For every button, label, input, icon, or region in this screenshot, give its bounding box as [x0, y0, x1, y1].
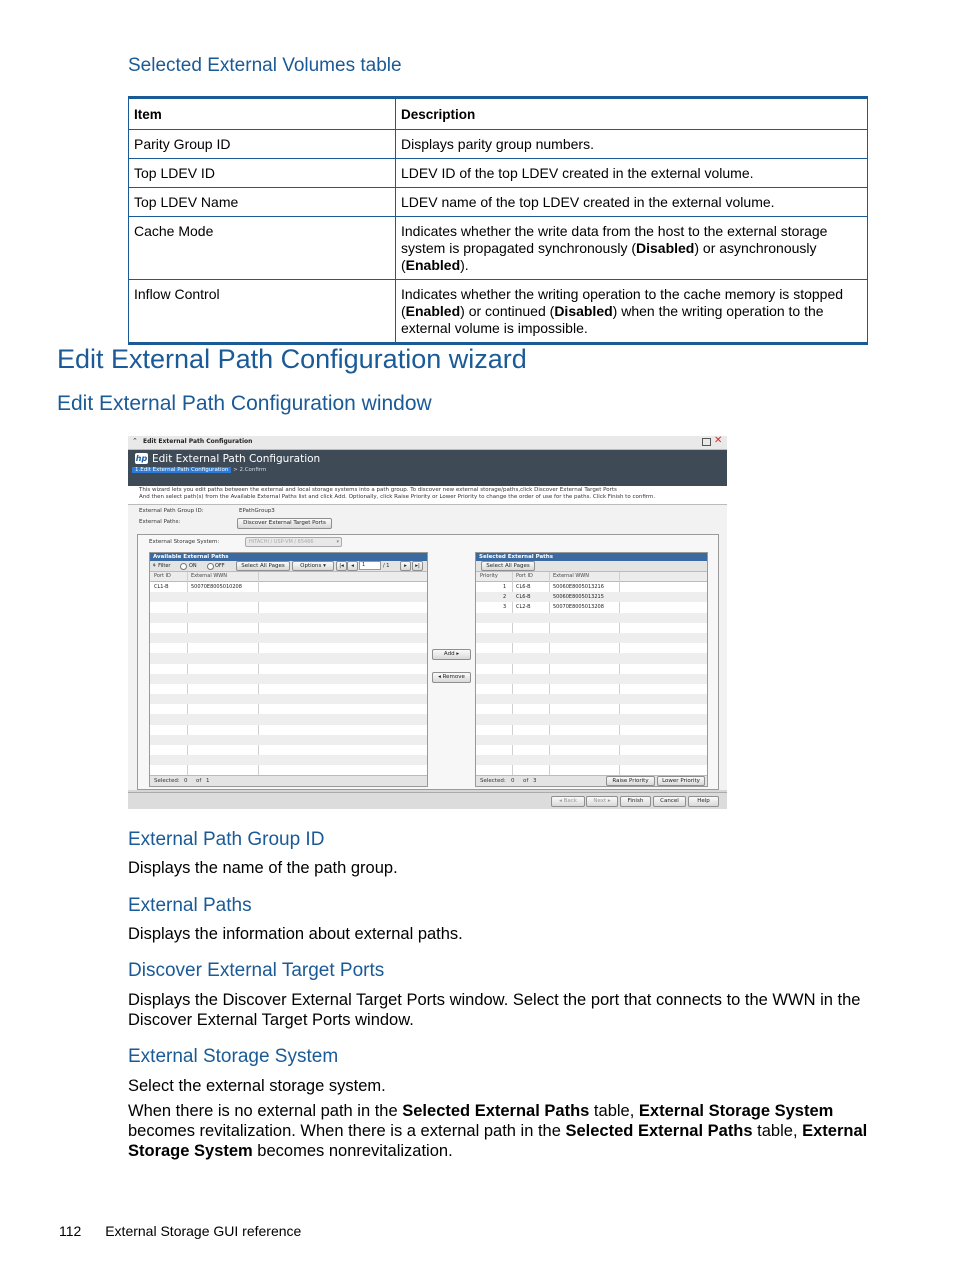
empty-row — [150, 613, 427, 623]
desc-text: ) when the writing operation to the external volume is impossible. — [401, 303, 824, 336]
close-icon[interactable]: ✕ — [714, 436, 723, 446]
empty-row — [150, 684, 427, 694]
arrow-left-icon: ◂ — [559, 798, 562, 804]
dialog-titlebar — [128, 436, 727, 450]
empty-row — [150, 623, 427, 633]
table-row[interactable] — [476, 582, 707, 592]
desc-text: Indicates whether the writing operation to the cache memory is stopped ( — [401, 286, 844, 319]
remove-button[interactable] — [432, 672, 471, 683]
table-row — [129, 188, 868, 217]
cancel-button[interactable]: Cancel — [653, 796, 686, 807]
table-row[interactable] — [150, 582, 427, 592]
selected-footer — [476, 775, 707, 786]
next-page-button[interactable]: ▸ — [400, 561, 411, 571]
table-row[interactable] — [476, 592, 707, 602]
selected-column-headers — [476, 572, 707, 582]
description-cell — [396, 280, 868, 344]
col-external-wwn[interactable]: External WWN — [553, 573, 589, 579]
description-cell: LDEV ID of the top LDEV created in the external volume. — [396, 159, 868, 188]
filter-on-label: ON — [189, 563, 197, 569]
empty-row — [476, 643, 707, 653]
empty-row — [476, 684, 707, 694]
empty-row — [150, 602, 427, 612]
desc-text: Indicates whether the write data from the host to the external storage system is propagated synchronously ( — [401, 223, 828, 256]
column-header-description: Description — [396, 98, 868, 130]
empty-row — [476, 694, 707, 704]
next-label: Next — [593, 798, 607, 804]
section-text-external-storage-system: Select the external storage system. — [128, 1077, 386, 1095]
heading-window: Edit External Path Configuration window — [57, 392, 432, 415]
help-button[interactable]: Help — [688, 796, 719, 807]
para-bold: Selected External Paths — [402, 1102, 590, 1120]
of-label: of — [196, 778, 202, 784]
page-total: / 1 — [383, 563, 390, 569]
wwn-cell: 50070E8005013208 — [553, 604, 604, 611]
storage-system-select[interactable] — [245, 537, 342, 547]
priority-cell: 1 — [503, 584, 507, 590]
footer-text: External Storage GUI reference — [105, 1223, 302, 1239]
of-label: of — [523, 778, 529, 784]
para-text: When there is no external path in the — [128, 1102, 403, 1120]
dialog-button-bar — [128, 792, 727, 809]
empty-row — [476, 704, 707, 714]
section-title-discover-ports: Discover External Target Ports — [128, 960, 385, 981]
table-row — [129, 130, 868, 159]
first-page-button[interactable]: |◂ — [336, 561, 347, 571]
empty-row — [150, 704, 427, 714]
column-header-item: Item — [129, 98, 396, 130]
section-text-external-paths: Displays the information about external paths. — [128, 925, 463, 943]
dialog-content — [128, 505, 727, 790]
item-cell: Cache Mode — [129, 217, 396, 280]
discover-external-target-ports-button[interactable]: Discover External Target Ports — [237, 518, 332, 529]
prev-page-button[interactable]: ◂ — [347, 561, 358, 571]
page-footer — [59, 1223, 301, 1239]
empty-row — [476, 725, 707, 735]
port-cell: CL1-B — [154, 584, 169, 590]
instruction-line: This wizard lets you edit paths between the external and local storage systems into a path group. To discover new external storage/paths,click Discover External Target Ports — [139, 487, 617, 493]
para-bold: External Storage System — [638, 1102, 834, 1120]
wizard-banner — [128, 450, 727, 486]
empty-row — [476, 633, 707, 643]
options-button[interactable]: Options ▾ — [292, 561, 334, 571]
empty-row — [476, 613, 707, 623]
panel-title: Available External Paths — [150, 553, 427, 561]
step-separator: > — [233, 467, 238, 473]
maximize-icon[interactable] — [702, 438, 711, 446]
back-button[interactable] — [551, 796, 585, 807]
desc-text: ). — [460, 257, 469, 273]
empty-row — [476, 745, 707, 755]
storage-system-label: External Storage System: — [149, 539, 220, 545]
finish-button[interactable]: Finish — [620, 796, 651, 807]
total-count: 3 — [533, 778, 537, 784]
item-cell: Parity Group ID — [129, 130, 396, 159]
selected-rows — [476, 582, 707, 776]
para-text: becomes revitalization. When there is a external path in the — [128, 1122, 566, 1140]
wizard-instructions — [128, 486, 727, 505]
selected-count: 0 — [511, 778, 515, 784]
revitalization-paragraph — [128, 1101, 876, 1161]
external-paths-label: External Paths: — [139, 519, 181, 525]
selected-toolbar — [476, 561, 707, 572]
table-row — [129, 159, 868, 188]
wwn-cell: 50070E8005010208 — [191, 584, 242, 590]
back-label: Back — [563, 798, 577, 804]
para-text: table, — [752, 1122, 803, 1140]
select-all-pages-button[interactable]: Select All Pages — [236, 561, 290, 571]
para-bold: Selected External Paths — [565, 1122, 753, 1140]
remove-label: Remove — [442, 674, 465, 680]
desc-bold: Enabled — [405, 257, 461, 273]
selected-count: 0 — [184, 778, 188, 784]
window-title: Edit External Path Configuration — [143, 438, 253, 445]
filter-off-radio[interactable] — [207, 563, 214, 570]
table-header-row — [129, 98, 868, 130]
step-confirm[interactable]: 2.Confirm — [239, 467, 267, 473]
storage-system-value: HITACHI / USP-VM / 65466 — [249, 539, 314, 545]
para-text: becomes nonrevitalization. — [252, 1142, 453, 1160]
page-number: 112 — [59, 1223, 82, 1239]
banner-title: Edit External Path Configuration — [152, 453, 321, 465]
add-button[interactable] — [432, 649, 471, 660]
item-cell: Top LDEV Name — [129, 188, 396, 217]
section-title-external-storage-system: External Storage System — [128, 1046, 339, 1067]
section-text-path-group-id: Displays the name of the path group. — [128, 859, 398, 877]
selected-label: Selected: — [480, 778, 506, 784]
empty-row — [476, 735, 707, 745]
table-row — [129, 217, 868, 280]
selected-label: Selected: — [154, 778, 180, 784]
filter-label: Filter — [158, 563, 171, 569]
path-group-value: EPathGroup3 — [239, 508, 275, 514]
available-column-headers — [150, 572, 427, 582]
filter-on-radio[interactable] — [180, 563, 187, 570]
raise-priority-button[interactable]: Raise Priority — [606, 776, 655, 786]
table-row[interactable] — [476, 602, 707, 612]
empty-row — [150, 674, 427, 684]
filter-button[interactable]: ⚘ Filter — [152, 563, 171, 569]
available-footer — [150, 775, 427, 786]
wizard-steps — [132, 466, 266, 475]
description-cell: Displays parity group numbers. — [396, 130, 868, 159]
description-cell: LDEV name of the top LDEV created in the external volume. — [396, 188, 868, 217]
select-all-pages-button[interactable]: Select All Pages — [481, 561, 535, 571]
desc-bold: Disabled — [554, 303, 613, 319]
collapse-icon[interactable]: ⌃ — [132, 437, 138, 445]
available-toolbar — [150, 561, 427, 572]
empty-row — [476, 714, 707, 724]
empty-row — [150, 755, 427, 765]
edit-external-path-configuration-dialog — [128, 436, 727, 809]
section-text-discover-ports: Displays the Discover External Target Ports window. Select the port that connects to the WWN in the Discover External Target Ports window. — [128, 991, 861, 1029]
page-input[interactable]: 1 — [359, 561, 381, 570]
empty-row — [476, 653, 707, 663]
selected-external-paths-panel — [475, 552, 708, 787]
available-rows — [150, 582, 427, 776]
empty-row — [150, 714, 427, 724]
external-paths-frame — [137, 534, 719, 790]
available-external-paths-panel — [149, 552, 428, 787]
empty-row — [476, 664, 707, 674]
empty-row — [150, 653, 427, 663]
desc-bold: Disabled — [636, 240, 695, 256]
empty-row — [150, 592, 427, 602]
desc-text: ) or asynchronously ( — [401, 240, 817, 273]
empty-row — [150, 694, 427, 704]
port-cell: CL6-B — [516, 584, 531, 590]
next-button[interactable] — [586, 796, 618, 807]
step-edit[interactable]: 1.Edit External Path Configuration — [132, 467, 231, 473]
port-cell: CL2-B — [516, 604, 531, 611]
section-title-external-paths: External Paths — [128, 895, 252, 916]
para-bold: External Storage System — [128, 1122, 868, 1160]
hp-logo-icon: hp — [135, 454, 148, 463]
empty-row — [150, 745, 427, 755]
priority-cell: 2 — [503, 594, 507, 601]
options-label: Options — [300, 563, 322, 569]
empty-row — [150, 633, 427, 643]
lower-priority-button[interactable]: Lower Priority — [657, 776, 705, 786]
section-title-path-group-id: External Path Group ID — [128, 829, 325, 850]
col-port-id[interactable]: Port ID — [516, 573, 533, 579]
item-cell: Inflow Control — [129, 280, 396, 344]
instruction-line: And then select path(s) from the Available External Paths list and click Add. Optionally, click Raise Priority or Lower Priority to change the order of use for the paths. Click Finish to confirm. — [139, 494, 656, 500]
description-cell — [396, 217, 868, 280]
empty-row — [150, 725, 427, 735]
arrow-left-icon: ◂ — [438, 674, 441, 680]
arrow-right-icon: ▸ — [607, 798, 611, 804]
empty-row — [150, 664, 427, 674]
arrow-right-icon: ▸ — [456, 651, 460, 657]
total-count: 1 — [206, 778, 210, 784]
col-priority[interactable]: Priority — [480, 573, 498, 579]
wwn-cell: 50060E8005013216 — [553, 584, 604, 590]
priority-cell: 3 — [503, 604, 507, 611]
table-section-title: Selected External Volumes table — [128, 55, 402, 76]
item-cell: Top LDEV ID — [129, 159, 396, 188]
empty-row — [150, 735, 427, 745]
add-label: Add — [443, 651, 455, 657]
path-group-label: External Path Group ID: — [139, 508, 204, 514]
empty-row — [476, 755, 707, 765]
wwn-cell: 50060E8005013215 — [553, 594, 604, 601]
last-page-button[interactable]: ▸| — [412, 561, 423, 571]
col-port-id[interactable]: Port ID — [154, 573, 171, 579]
empty-row — [476, 674, 707, 684]
heading-wizard: Edit External Path Configuration wizard — [57, 344, 527, 374]
port-cell: CL6-B — [516, 594, 531, 601]
panel-title: Selected External Paths — [476, 553, 707, 561]
table-row — [129, 280, 868, 344]
empty-row — [476, 623, 707, 633]
para-text: table, — [589, 1102, 639, 1120]
desc-bold: Enabled — [405, 303, 461, 319]
chevron-down-icon: ▾ — [336, 539, 339, 545]
selected-external-volumes-table — [128, 96, 868, 345]
empty-row — [150, 643, 427, 653]
desc-text: ) or continued ( — [460, 303, 555, 319]
filter-off-label: OFF — [215, 563, 225, 569]
col-external-wwn[interactable]: External WWN — [191, 573, 227, 579]
